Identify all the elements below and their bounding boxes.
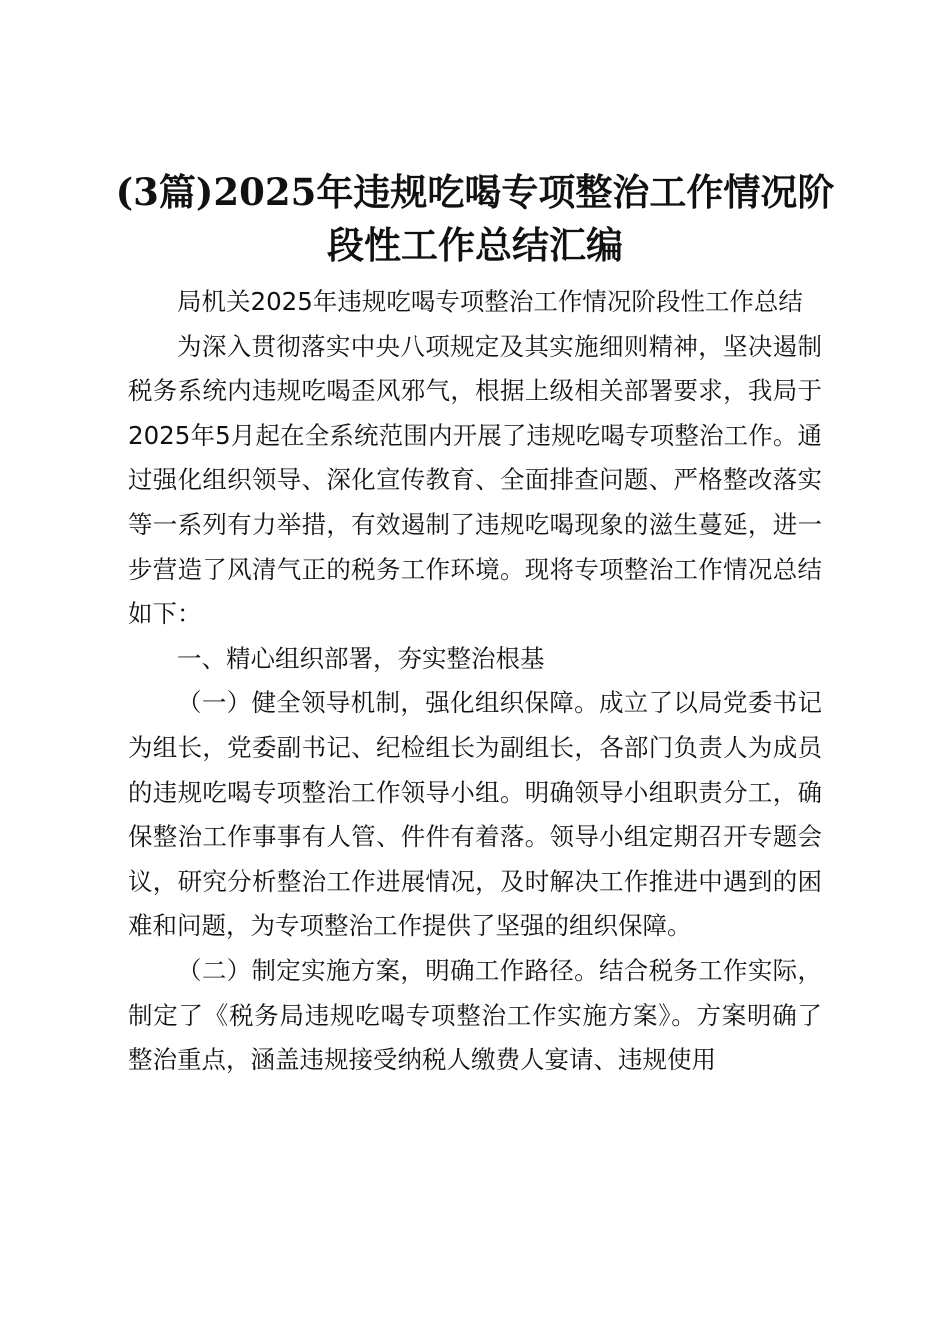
document-title: (3篇)2025年违规吃喝专项整治工作情况阶段性工作总结汇编	[115, 170, 835, 267]
paragraph-plan: （二）制定实施方案，明确工作路径。结合税务工作实际，制定了《税务局违规吃喝专项整治工作实施方案》。方案明确了整治重点，涵盖违规接受纳税人缴费人宴请、违规使用	[128, 955, 822, 1075]
section-heading-1: 一、精心组织部署，夯实整治根基	[177, 643, 545, 673]
document-subtitle: 局机关2025年违规吃喝专项整治工作情况阶段性工作总结	[177, 287, 803, 316]
paragraph-intro: 为深入贯彻落实中央八项规定及其实施细则精神，坚决遏制税务系统内违规吃喝歪风邪气，根据上级相关部署要求，我局于2025年5月起在全系统范围内开展了违规吃喝专项整治工作。通过强化组织领导、深化宣传教育、全面排查问题、严格整改落实等一系列有力举措，有效遏制了违规吃喝现象的滋生蔓延，进一步营造了风清气正的税务工作环境。现将专项整治工作情况总结如下：	[128, 331, 822, 629]
document-body	[128, 280, 822, 1083]
paragraph-leadership: （一）健全领导机制，强化组织保障。成立了以局党委书记为组长，党委副书记、纪检组长为副组长，各部门负责人为成员的违规吃喝专项整治工作领导小组。明确领导小组职责分工，确保整治工作事事有人管、件件有着落。领导小组定期召开专题会议，研究分析整治工作进展情况，及时解决工作推进中遇到的困难和问题，为专项整治工作提供了坚强的组织保障。	[128, 688, 822, 941]
